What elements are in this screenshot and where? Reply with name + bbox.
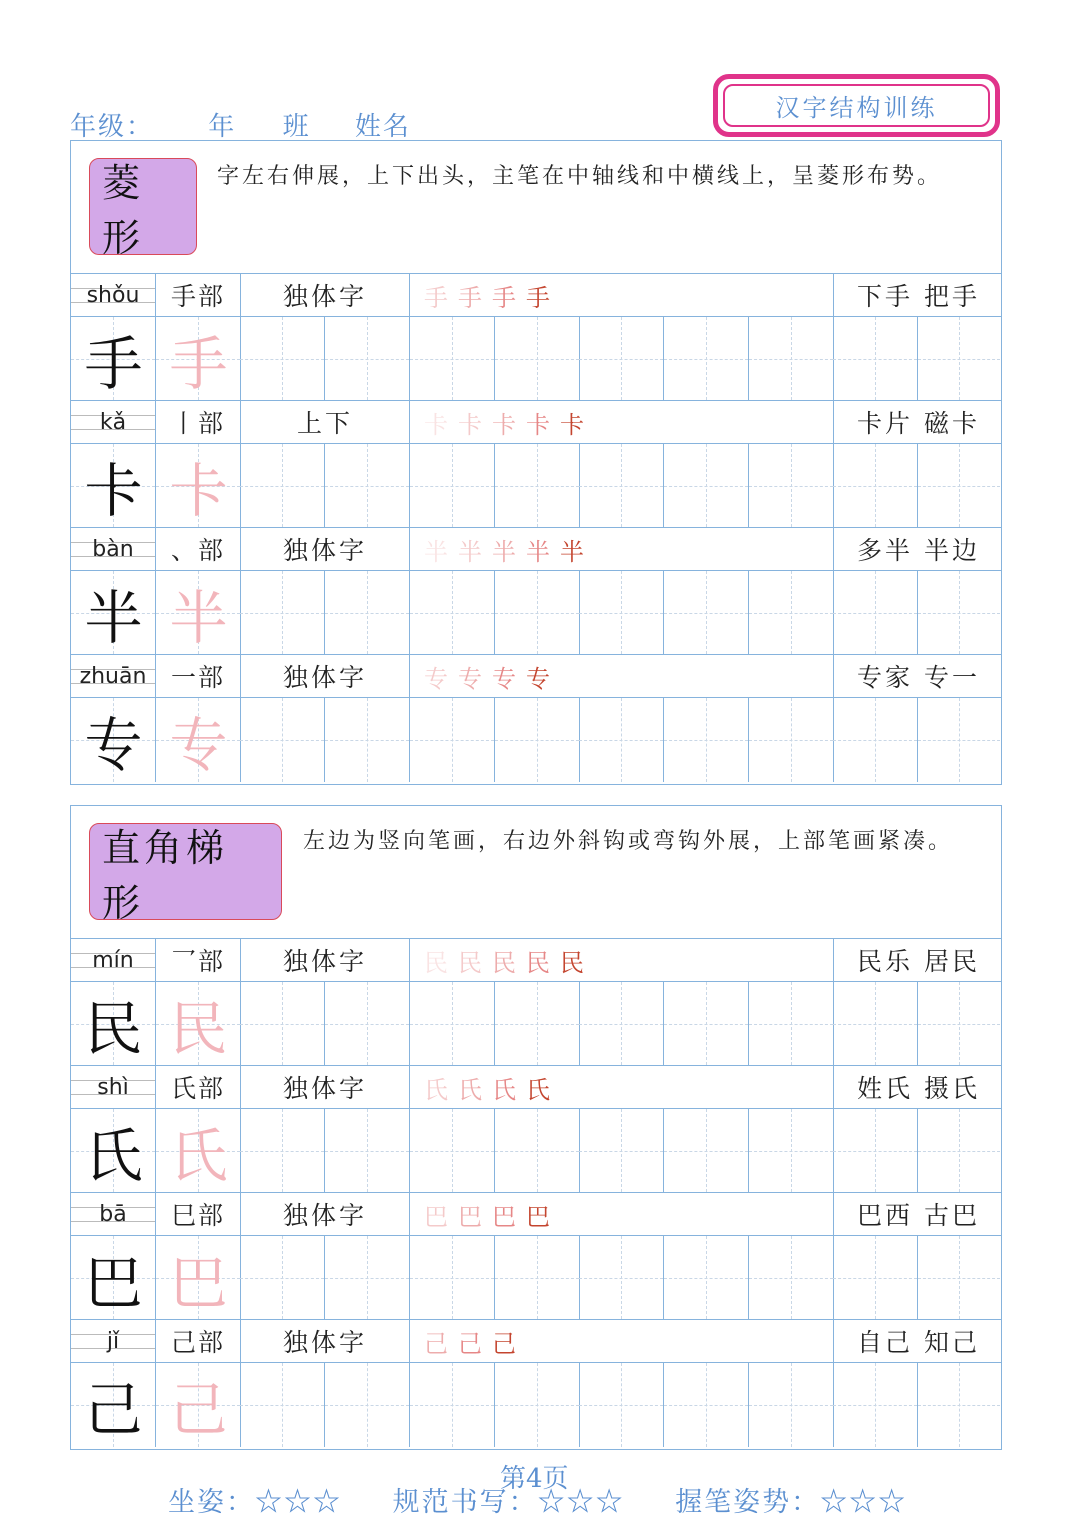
- writing-box[interactable]: [410, 1363, 495, 1447]
- stroke-step: 己: [424, 1329, 448, 1358]
- practice-row: [71, 401, 1001, 528]
- writing-box[interactable]: [410, 1236, 495, 1319]
- shape-description: 字左右伸展，上下出头，主笔在中轴线和中横线上，呈菱形布势。: [217, 164, 943, 189]
- trace-character: 手: [169, 329, 228, 398]
- stroke-step: 卡: [526, 410, 550, 439]
- stroke-step: 手: [458, 283, 482, 312]
- stroke-step: 卡: [492, 410, 516, 439]
- trace-character: 巴: [169, 1248, 228, 1317]
- trace-character: 民: [169, 994, 228, 1063]
- class-label: 班: [282, 112, 311, 142]
- writing-box[interactable]: [240, 571, 325, 654]
- radical: 己部: [156, 1320, 241, 1362]
- row-info: [71, 655, 1001, 698]
- year-label: 年: [208, 112, 237, 142]
- stroke-step: 手: [424, 283, 448, 312]
- writing-box[interactable]: [410, 444, 495, 527]
- writing-box[interactable]: [833, 1109, 918, 1192]
- stroke-order: [410, 1320, 834, 1362]
- writing-box[interactable]: [495, 317, 580, 400]
- student-info: [70, 106, 411, 143]
- stroke-step: 专: [458, 664, 482, 693]
- writing-box[interactable]: [664, 571, 749, 654]
- writing-box[interactable]: [410, 317, 495, 400]
- writing-box[interactable]: [579, 571, 664, 654]
- example-words: 下手 把手: [857, 282, 980, 311]
- stroke-order: [410, 401, 834, 443]
- writing-box[interactable]: [495, 1363, 580, 1447]
- structure-type: 独体字: [241, 939, 410, 981]
- writing-box[interactable]: [833, 1363, 918, 1447]
- structure-type: 独体字: [241, 655, 410, 697]
- example-words: 自己 知己: [857, 1328, 980, 1357]
- trace-character: 半: [169, 583, 228, 652]
- writing-box[interactable]: [579, 444, 664, 527]
- stroke-step: 半: [492, 537, 516, 566]
- stroke-step: 巴: [492, 1202, 516, 1231]
- footer-ratings: [168, 1480, 907, 1519]
- pinyin: bàn: [71, 528, 156, 570]
- writing-box[interactable]: [664, 1363, 749, 1447]
- writing-box[interactable]: [664, 1109, 749, 1192]
- practice-row: [71, 528, 1001, 655]
- model-character: 专: [84, 711, 143, 779]
- stroke-step: 手: [492, 283, 516, 312]
- writing-box[interactable]: [579, 1363, 664, 1447]
- stroke-step: 卡: [560, 410, 584, 439]
- row-info: [71, 528, 1001, 571]
- stroke-step: 民: [526, 948, 550, 977]
- writing-box[interactable]: [240, 1363, 325, 1447]
- writing-box[interactable]: [240, 1109, 325, 1192]
- trace-character: 专: [169, 711, 228, 779]
- worksheet-title: 汉字结构训练: [723, 84, 990, 127]
- writing-box[interactable]: [664, 444, 749, 527]
- stroke-step: 卡: [424, 410, 448, 439]
- stroke-step: 手: [526, 283, 550, 312]
- writing-box[interactable]: [664, 698, 749, 782]
- stroke-order: [410, 939, 834, 981]
- shape-label: 直角梯形: [89, 823, 282, 920]
- writing-box[interactable]: [749, 1109, 834, 1192]
- writing-box[interactable]: [240, 698, 325, 782]
- stroke-step: 氏: [424, 1075, 448, 1104]
- stroke-step: 半: [424, 537, 448, 566]
- radical: 、部: [156, 528, 241, 570]
- writing-box[interactable]: [918, 982, 1000, 1065]
- practice-row: [71, 655, 1001, 782]
- pinyin: mín: [71, 939, 156, 981]
- writing-box[interactable]: [918, 1363, 1000, 1447]
- stroke-step: 民: [424, 948, 448, 977]
- writing-box[interactable]: [749, 1236, 834, 1319]
- name-label: 姓名: [354, 112, 411, 142]
- worksheet-title-box: [713, 74, 1000, 137]
- trace-character: 氏: [169, 1121, 228, 1190]
- writing-box[interactable]: [495, 1236, 580, 1319]
- structure-type: 独体字: [241, 528, 410, 570]
- writing-box[interactable]: [325, 1236, 410, 1319]
- stroke-step: 民: [492, 948, 516, 977]
- row-info: [71, 939, 1001, 982]
- stroke-step: 民: [458, 948, 482, 977]
- grip-rating: 握笔姿势：☆☆☆: [675, 1487, 908, 1518]
- writing-box[interactable]: [240, 317, 325, 400]
- sitting-rating: 坐姿：☆☆☆: [168, 1487, 342, 1518]
- writing-box[interactable]: [410, 1109, 495, 1192]
- practice-row: [71, 1066, 1001, 1193]
- section-head: [71, 141, 1001, 274]
- stroke-step: 卡: [458, 410, 482, 439]
- stroke-step: 氏: [526, 1075, 550, 1104]
- stroke-step: 专: [492, 664, 516, 693]
- stroke-order: [410, 528, 834, 570]
- writing-box[interactable]: [495, 698, 580, 782]
- writing-box[interactable]: [833, 1236, 918, 1319]
- pinyin: zhuān: [71, 655, 156, 697]
- structure-type: 独体字: [241, 274, 410, 316]
- section-diamond: [70, 140, 1002, 785]
- practice-row: [71, 939, 1001, 1066]
- writing-box[interactable]: [579, 317, 664, 400]
- row-info: [71, 1320, 1001, 1363]
- stroke-step: 氏: [492, 1075, 516, 1104]
- model-character: 巴: [84, 1248, 143, 1317]
- shape-label: 菱形: [89, 158, 197, 255]
- radical: 巳部: [156, 1193, 241, 1235]
- row-info: [71, 274, 1001, 317]
- stroke-step: 巴: [526, 1202, 550, 1231]
- grade-label: 年级：: [70, 112, 155, 142]
- writing-box[interactable]: [495, 982, 580, 1065]
- radical: 氏部: [156, 1066, 241, 1108]
- trace-character: 己: [169, 1376, 228, 1444]
- writing-box[interactable]: [410, 571, 495, 654]
- stroke-step: 半: [526, 537, 550, 566]
- pinyin: bā: [71, 1193, 156, 1235]
- writing-box[interactable]: [579, 1109, 664, 1192]
- writing-box[interactable]: [833, 444, 918, 527]
- pinyin: shǒu: [71, 274, 156, 316]
- writing-box[interactable]: [579, 1236, 664, 1319]
- writing-box[interactable]: [325, 571, 410, 654]
- example-words: 巴西 古巴: [857, 1201, 980, 1230]
- writing-box[interactable]: [918, 698, 1000, 782]
- model-character: 半: [84, 583, 143, 652]
- model-character: 民: [84, 994, 143, 1063]
- writing-box[interactable]: [495, 571, 580, 654]
- writing-box[interactable]: [325, 444, 410, 527]
- writing-box[interactable]: [918, 317, 1000, 400]
- structure-type: 独体字: [241, 1320, 410, 1362]
- stroke-step: 专: [526, 664, 550, 693]
- structure-type: 上下: [241, 401, 410, 443]
- writing-box[interactable]: [325, 982, 410, 1065]
- practice-row: [71, 1193, 1001, 1320]
- writing-box[interactable]: [579, 982, 664, 1065]
- page-number: 第4页: [500, 1464, 569, 1494]
- radical: 丨部: [156, 401, 241, 443]
- writing-box[interactable]: [325, 1363, 410, 1447]
- stroke-order: [410, 274, 834, 316]
- section-right-trapezoid: [70, 805, 1002, 1450]
- practice-row: [71, 1320, 1001, 1447]
- writing-box[interactable]: [918, 571, 1000, 654]
- pinyin: kǎ: [71, 401, 156, 443]
- model-character: 卡: [84, 456, 143, 525]
- writing-box[interactable]: [833, 982, 918, 1065]
- writing-box[interactable]: [240, 1236, 325, 1319]
- example-words: 民乐 居民: [857, 947, 980, 976]
- row-info: [71, 401, 1001, 444]
- writing-box[interactable]: [240, 444, 325, 527]
- writing-box[interactable]: [918, 1236, 1000, 1319]
- writing-box[interactable]: [664, 317, 749, 400]
- stroke-order: [410, 1066, 834, 1108]
- section-head: [71, 806, 1001, 939]
- stroke-step: 巴: [458, 1202, 482, 1231]
- stroke-order: [410, 1193, 834, 1235]
- pinyin: jǐ: [71, 1320, 156, 1362]
- shape-description: 左边为竖向笔画，右边外斜钩或弯钩外展，上部笔画紧凑。: [303, 829, 954, 854]
- writing-box[interactable]: [495, 444, 580, 527]
- stroke-step: 民: [560, 948, 584, 977]
- writing-box[interactable]: [833, 317, 918, 400]
- writing-box[interactable]: [410, 982, 495, 1065]
- writing-box[interactable]: [325, 698, 410, 782]
- model-character: 己: [84, 1376, 143, 1444]
- stroke-step: 半: [458, 537, 482, 566]
- stroke-step: 己: [458, 1329, 482, 1358]
- writing-box[interactable]: [325, 317, 410, 400]
- writing-box[interactable]: [749, 1363, 834, 1447]
- radical: 手部: [156, 274, 241, 316]
- practice-row: [71, 274, 1001, 401]
- radical: 乛部: [156, 939, 241, 981]
- writing-box[interactable]: [749, 571, 834, 654]
- writing-box[interactable]: [495, 1109, 580, 1192]
- writing-box[interactable]: [833, 698, 918, 782]
- writing-box[interactable]: [579, 698, 664, 782]
- structure-type: 独体字: [241, 1066, 410, 1108]
- writing-box[interactable]: [749, 698, 834, 782]
- model-character: 手: [84, 329, 143, 398]
- stroke-step: 专: [424, 664, 448, 693]
- writing-box[interactable]: [749, 444, 834, 527]
- example-words: 姓氏 摄氏: [857, 1074, 980, 1103]
- row-info: [71, 1066, 1001, 1109]
- writing-box[interactable]: [749, 982, 834, 1065]
- writing-box[interactable]: [664, 1236, 749, 1319]
- structure-type: 独体字: [241, 1193, 410, 1235]
- stroke-order: [410, 655, 834, 697]
- stroke-step: 己: [492, 1329, 516, 1358]
- model-character: 氏: [84, 1121, 143, 1190]
- writing-box[interactable]: [664, 982, 749, 1065]
- example-words: 多半 半边: [857, 536, 980, 565]
- writing-box[interactable]: [240, 982, 325, 1065]
- pinyin: shì: [71, 1066, 156, 1108]
- stroke-step: 巴: [424, 1202, 448, 1231]
- stroke-step: 氏: [458, 1075, 482, 1104]
- row-info: [71, 1193, 1001, 1236]
- writing-box[interactable]: [833, 571, 918, 654]
- stroke-step: 半: [560, 537, 584, 566]
- example-words: 专家 专一: [857, 663, 980, 692]
- writing-box[interactable]: [325, 1109, 410, 1192]
- example-words: 卡片 磁卡: [857, 409, 980, 438]
- writing-box[interactable]: [749, 317, 834, 400]
- writing-box[interactable]: [918, 444, 1000, 527]
- trace-character: 卡: [169, 456, 228, 525]
- writing-box[interactable]: [410, 698, 495, 782]
- radical: 一部: [156, 655, 241, 697]
- writing-rating: 规范书写：☆☆☆: [392, 1487, 625, 1518]
- writing-box[interactable]: [918, 1109, 1000, 1192]
